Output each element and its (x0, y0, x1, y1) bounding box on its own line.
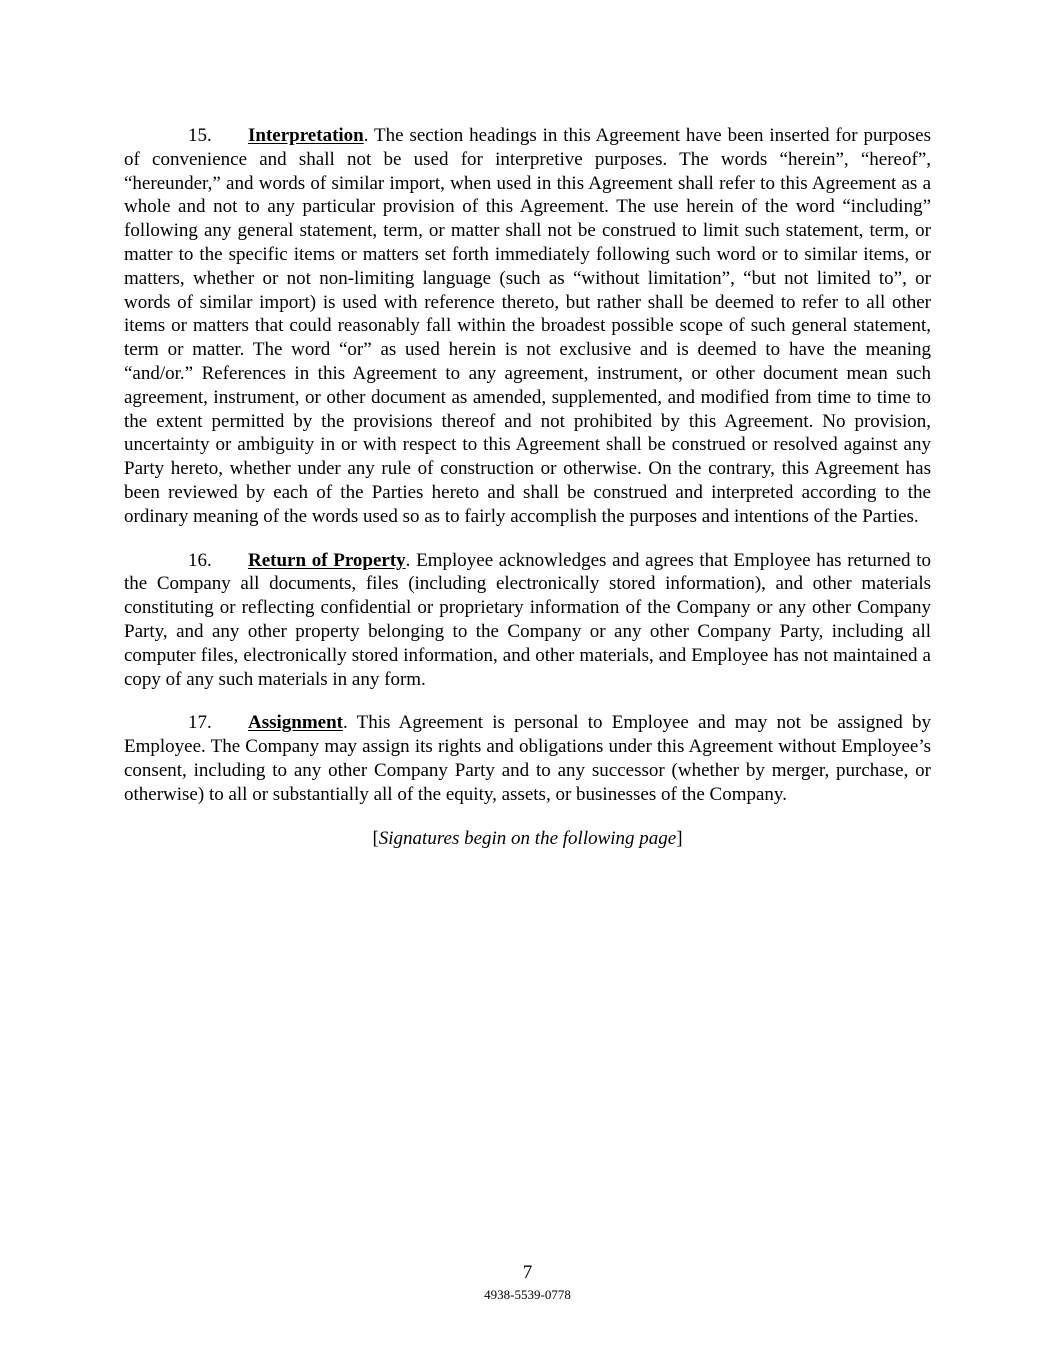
section-17-assignment (124, 711, 931, 806)
signature-note-text: Signatures begin on the following page (378, 827, 677, 849)
section-body: . The section headings in this Agreement have been inserted for purposes of convenience and shall not be used for interpretive purposes. The words “herein”, “hereof”, “hereunder,” and words of similar import, when used in this Agreement shall refer to this Agreement as a whole and not to any particular provision of this Agreement. The use herein of the word “including” following any general statement, term, or matter shall not be construed to limit such statement, term, or matter to the specific items or matters set forth immediately following such word or to similar items, or matters, whether or not non-limiting language (such as “without limitation”, “but not limited to”, or words of similar import) is used with reference thereto, but rather shall be deemed to refer to all other items or matters that could reasonably fall within the broadest possible scope of such general statement, term or matter. The word “or” as used herein is not exclusive and is deemed to have the meaning “and/or.” References in this Agreement to any agreement, instrument, or other document mean such agreement, instrument, or other document as amended, supplemented, and modified from time to time to the extent permitted by the provisions thereof and not prohibited by this Agreement. No provision, uncertainty or ambiguity in or with respect to this Agreement shall be construed or resolved against any Party hereto, whether under any rule of construction or otherwise. On the contrary, this Agreement has been reviewed by each of the Parties hereto and shall be construed and interpreted according to the ordinary meaning of the words used so as to fairly accomplish the purposes and intentions of the Parties. (124, 125, 931, 527)
section-number: 16. (188, 549, 212, 571)
section-heading: Interpretation (248, 125, 364, 146)
section-body: . This Agreement is personal to Employee and may not be assigned by Employee. The Company may assign its rights and obligations under this Agreement without Employee’s consent, including to any other Company Party and to any successor (whether by merger, purchase, or otherwise) to all or substantially all of the equity, assets, or businesses of the Company. (124, 712, 931, 805)
section-heading: Assignment (248, 712, 344, 734)
signature-note (124, 827, 931, 851)
page-number: 7 (522, 1262, 533, 1283)
section-16-return-of-property (124, 549, 931, 692)
section-15-interpretation (124, 124, 931, 529)
section-body: . Employee acknowledges and agrees that Employee has returned to the Company all documents, files (including electronically stored information), and other materials constituting or reflecting confidential or proprietary information of the Company or any other Company Party, and any other property belonging to the Company or any other Company Party, including all computer files, electronically stored information, and other materials, and Employee has not maintained a copy of any such materials in any form. (124, 549, 931, 690)
section-heading: Return of Property (248, 549, 406, 571)
document-id: 4938-5539-0778 (484, 1287, 571, 1302)
signature-note-close-bracket: ] (676, 827, 683, 849)
signature-note-open-bracket: [ (372, 827, 379, 849)
document-body (124, 124, 931, 870)
section-number: 15. (188, 125, 212, 146)
section-number: 17. (188, 712, 212, 734)
